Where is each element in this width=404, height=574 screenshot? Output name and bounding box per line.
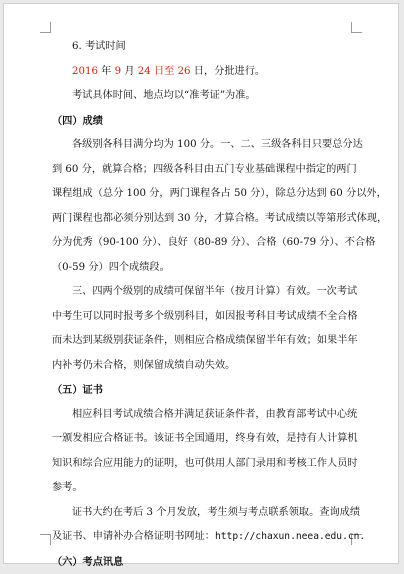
date-text: 年 [98,66,115,77]
paragraph-line: 各级别各科目满分均为 100 分。一、二、三级各科目只要总分达 [52,133,370,158]
exam-time-title: 6. 考试时间 [52,35,370,60]
paragraph-line: 课程组成（总分 100 分，两门课程各占 50 分），除总分达到 60 分以外， [52,182,370,207]
paragraph-line: 知识和综合应用能力的证明，也可供用人部门录用和考核工作人员时 [52,452,370,477]
document-body [52,35,370,574]
corner-crop-mark [351,22,362,33]
exam-month: 9 [115,66,121,77]
paragraph-line: 中考生可以同时报考多个级别科目，如因报考科目考试成绩不全合格 [52,305,370,330]
paragraph-line: 分为优秀（90-100 分）、良好（80-89 分）、合格（60-79 分）、不合格 [52,231,370,256]
paragraph-line: 证书大约在考后 3 个月发放，考生须与考点联系领取。查询成绩 [52,501,370,526]
url-label: 及证书、申请补办合格证明书网址： [52,531,215,542]
exam-date-line [52,60,370,85]
section-heading-certificate: （五）证书 [52,378,370,403]
corner-crop-mark [40,534,51,545]
document-page [3,3,399,564]
paragraph-line: 到 60 分，就算合格；四级各科目由五门专业基础课程中指定的两门 [52,158,370,183]
exam-day-range: 24 日至 26 [138,66,191,77]
exam-year: 2016 [72,66,98,77]
section-heading-scores: （四）成绩 [52,109,370,134]
paragraph-line: （0-59 分）四个成绩段。 [52,256,370,281]
date-text: 日，分批进行。 [191,66,266,77]
section-heading-test-center: （六）考点讯息 [52,550,370,574]
exam-note: 考试具体时间、地点均以“准考证”为准。 [52,84,370,109]
paragraph-line: 两门课程也都必须分别达到 30 分，才算合格。考试成绩以等第形式体现， [52,207,370,232]
paragraph-line: 内补考仍未合格，则保留成绩自动失效。 [52,354,370,379]
corner-crop-mark [40,22,51,33]
paragraph-line: 相应科目考试成绩合格并满足获证条件者，由教育部考试中心统 [52,403,370,428]
paragraph-line: 参考。 [52,476,370,501]
paragraph-line [52,525,370,550]
query-url: http://chaxun.neea.edu.cn. [215,531,365,542]
paragraph-line: 三、四两个级别的成绩可保留半年（按月计算）有效。一次考试 [52,280,370,305]
date-text: 月 [121,66,138,77]
paragraph-line: 而未达到某级别获证条件，则相应合格成绩保留半年有效；如果半年 [52,329,370,354]
paragraph-line: 一颁发相应合格证书。该证书全国通用，终身有效，是持有人计算机 [52,427,370,452]
